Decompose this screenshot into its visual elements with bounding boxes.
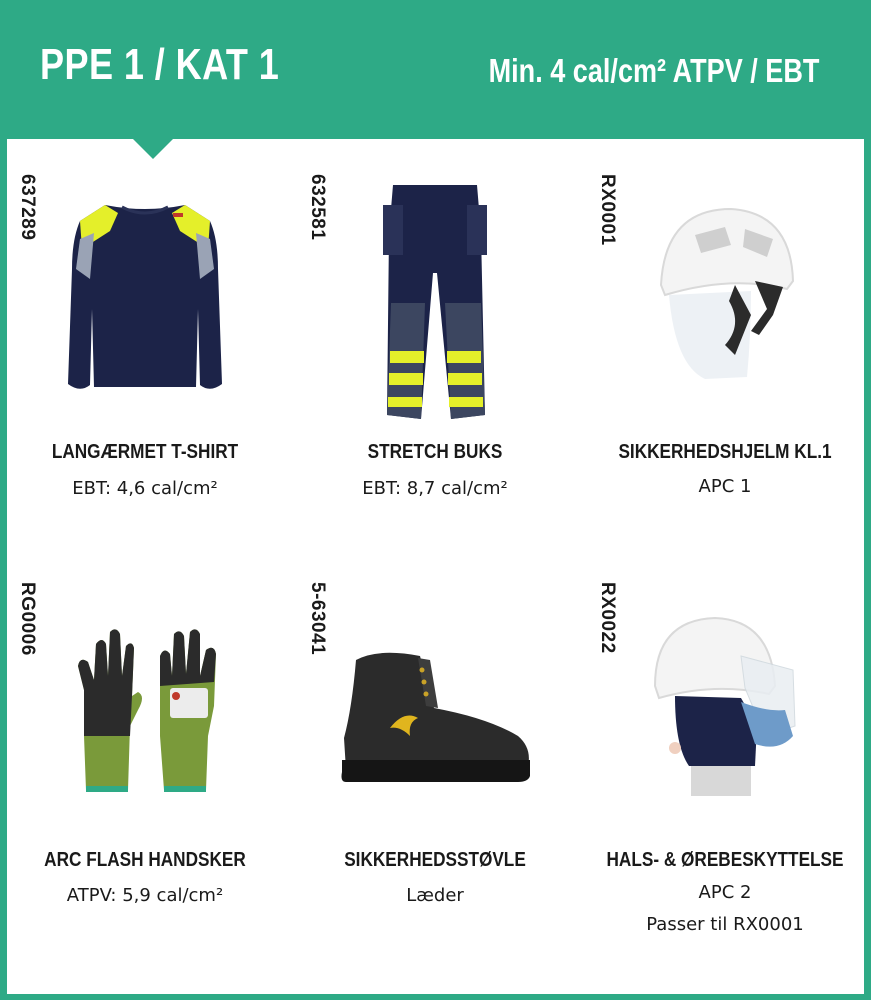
product-name: STRETCH BUKS <box>367 441 503 463</box>
product-spec: APC 2 <box>698 882 752 903</box>
product-spec: ATPV: 5,9 cal/cm² <box>66 885 224 906</box>
product-name: ARC FLASH HANDSKER <box>44 849 246 871</box>
product-spec: EBT: 4,6 cal/cm² <box>72 478 218 499</box>
product-spec-note: Passer til RX0001 <box>646 914 804 935</box>
helmet-image <box>655 205 795 385</box>
boot-image <box>338 648 534 784</box>
trousers-image <box>375 183 495 423</box>
gloves-image <box>68 626 224 796</box>
product-name: SIKKERHEDSHJELM KL.1 <box>618 441 832 463</box>
product-spec: APC 1 <box>698 476 752 497</box>
product-code: 5-63041 <box>307 582 328 656</box>
hood-image <box>645 616 805 796</box>
page-subtitle: Min. 4 cal/cm² ATPV / EBT <box>488 52 819 89</box>
product-card-trousers[interactable] <box>290 139 580 559</box>
product-code: RG0006 <box>17 582 38 656</box>
tshirt-image <box>60 199 230 399</box>
product-code: 632581 <box>307 174 328 241</box>
product-code: RX0001 <box>597 174 618 246</box>
product-name: LANGÆRMET T-SHIRT <box>51 441 239 463</box>
header-banner <box>0 0 871 139</box>
product-spec: EBT: 8,7 cal/cm² <box>362 478 508 499</box>
product-card-neck-protection[interactable] <box>580 560 870 980</box>
product-code: 637289 <box>17 174 38 241</box>
product-code: RX0022 <box>597 582 618 654</box>
product-card-boot[interactable] <box>290 560 580 980</box>
product-spec: Læder <box>406 885 464 906</box>
product-name: SIKKERHEDSSTØVLE <box>344 849 526 871</box>
product-name: HALS- & ØREBESKYTTELSE <box>606 849 844 871</box>
product-card-gloves[interactable] <box>0 560 290 980</box>
page-title: PPE 1 / KAT 1 <box>40 40 280 89</box>
product-card-helmet[interactable] <box>580 139 870 559</box>
product-card-tshirt[interactable] <box>0 139 290 559</box>
